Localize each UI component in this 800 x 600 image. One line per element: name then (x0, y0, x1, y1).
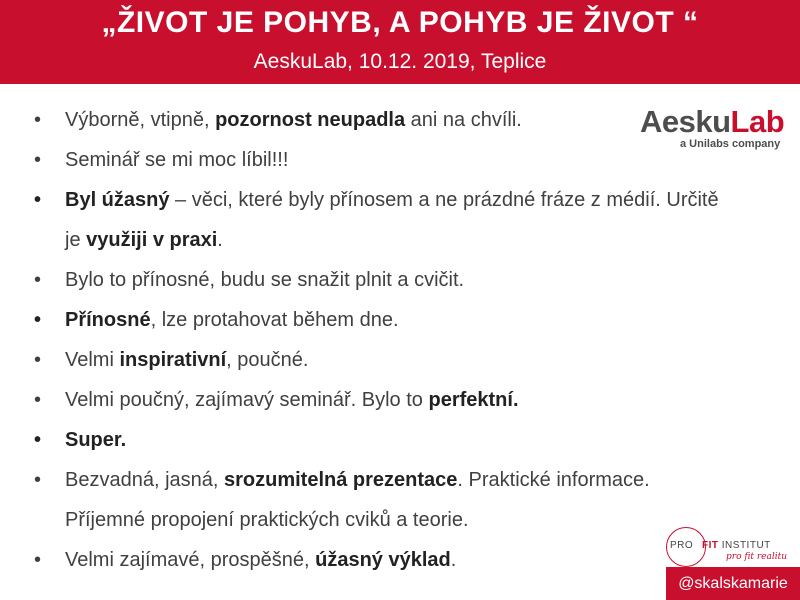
profit-slogan: pro fit realitu (726, 552, 787, 562)
bullet-icon: • (34, 549, 42, 571)
bullet-icon: • (34, 349, 42, 371)
testimonial-item (34, 380, 734, 420)
testimonial-highlight: Super. (65, 429, 127, 451)
logo-aesku-text: Aesku (640, 104, 731, 139)
testimonial-item (34, 260, 734, 300)
testimonial-item (34, 540, 734, 580)
profit-institut-logo (666, 527, 800, 567)
testimonial-text: Velmi zajímavé, prospěšné, (65, 549, 316, 571)
bullet-icon: • (34, 389, 42, 411)
testimonial-highlight: perfektní. (428, 389, 519, 411)
bullet-icon: • (34, 109, 42, 131)
testimonial-item (34, 140, 734, 180)
testimonial-item (34, 420, 734, 460)
testimonial-item (34, 180, 734, 260)
testimonial-text: Bezvadná, jasná, (65, 469, 224, 491)
testimonial-text: , lze protahovat během dne. (150, 309, 399, 331)
bullet-icon: • (34, 309, 42, 331)
testimonial-highlight: pozornost neupadla (215, 109, 406, 131)
testimonial-highlight: Byl úžasný (65, 189, 170, 211)
testimonial-text: . (217, 229, 223, 251)
testimonial-text: Velmi poučný, zajímavý seminář. Bylo to (65, 389, 429, 411)
testimonial-text: Bylo to přínosné, budu se snažit plnit a cvičit. (65, 269, 465, 291)
testimonial-text: . Praktické informace. Příjemné propojení praktických cviků a teorie. (65, 469, 650, 531)
testimonial-item (34, 100, 734, 140)
profit-fit-word: FIT (702, 540, 719, 551)
testimonial-highlight: využiji v praxi (86, 229, 218, 251)
logo-tagline: a Unilabs company (680, 138, 781, 150)
social-handle: @skalskamarie (666, 567, 800, 600)
testimonial-item (34, 460, 734, 540)
slide-header (0, 0, 800, 84)
testimonial-highlight: Přínosné (65, 309, 151, 331)
bullet-icon: • (34, 469, 42, 491)
testimonial-text: Seminář se mi moc líbil!!! (65, 149, 289, 171)
testimonial-highlight: srozumitelná prezentace (224, 469, 458, 491)
testimonial-highlight: inspirativní (119, 349, 227, 371)
bullet-icon: • (34, 149, 42, 171)
testimonial-text: . (450, 549, 457, 571)
profit-institut-word: INSTITUT (718, 540, 771, 551)
slide-subtitle: AeskuLab, 10.12. 2019, Teplice (253, 50, 547, 73)
testimonial-highlight: úžasný výklad (315, 549, 451, 571)
slide-title: „ŽIVOT JE POHYB, A POHYB JE ŽIVOT “ (101, 6, 699, 39)
bullet-icon: • (34, 429, 42, 451)
testimonial-item (34, 300, 734, 340)
profit-pro-text: PRO (670, 540, 694, 551)
testimonial-text: , poučné. (226, 349, 309, 371)
testimonial-item (34, 340, 734, 380)
logo-lab-text: Lab (730, 104, 785, 139)
testimonial-text: Výborně, vtipně, (65, 109, 216, 131)
bullet-icon: • (34, 189, 42, 211)
profit-fit-text (702, 540, 771, 551)
testimonial-list (34, 100, 734, 580)
testimonial-text: – věci, které byly přínosem a ne prázdné fráze z médií. Určitě je (65, 189, 719, 251)
testimonial-text: Velmi (65, 349, 120, 371)
bullet-icon: • (34, 269, 42, 291)
testimonial-text: ani na chvíli. (405, 109, 522, 131)
